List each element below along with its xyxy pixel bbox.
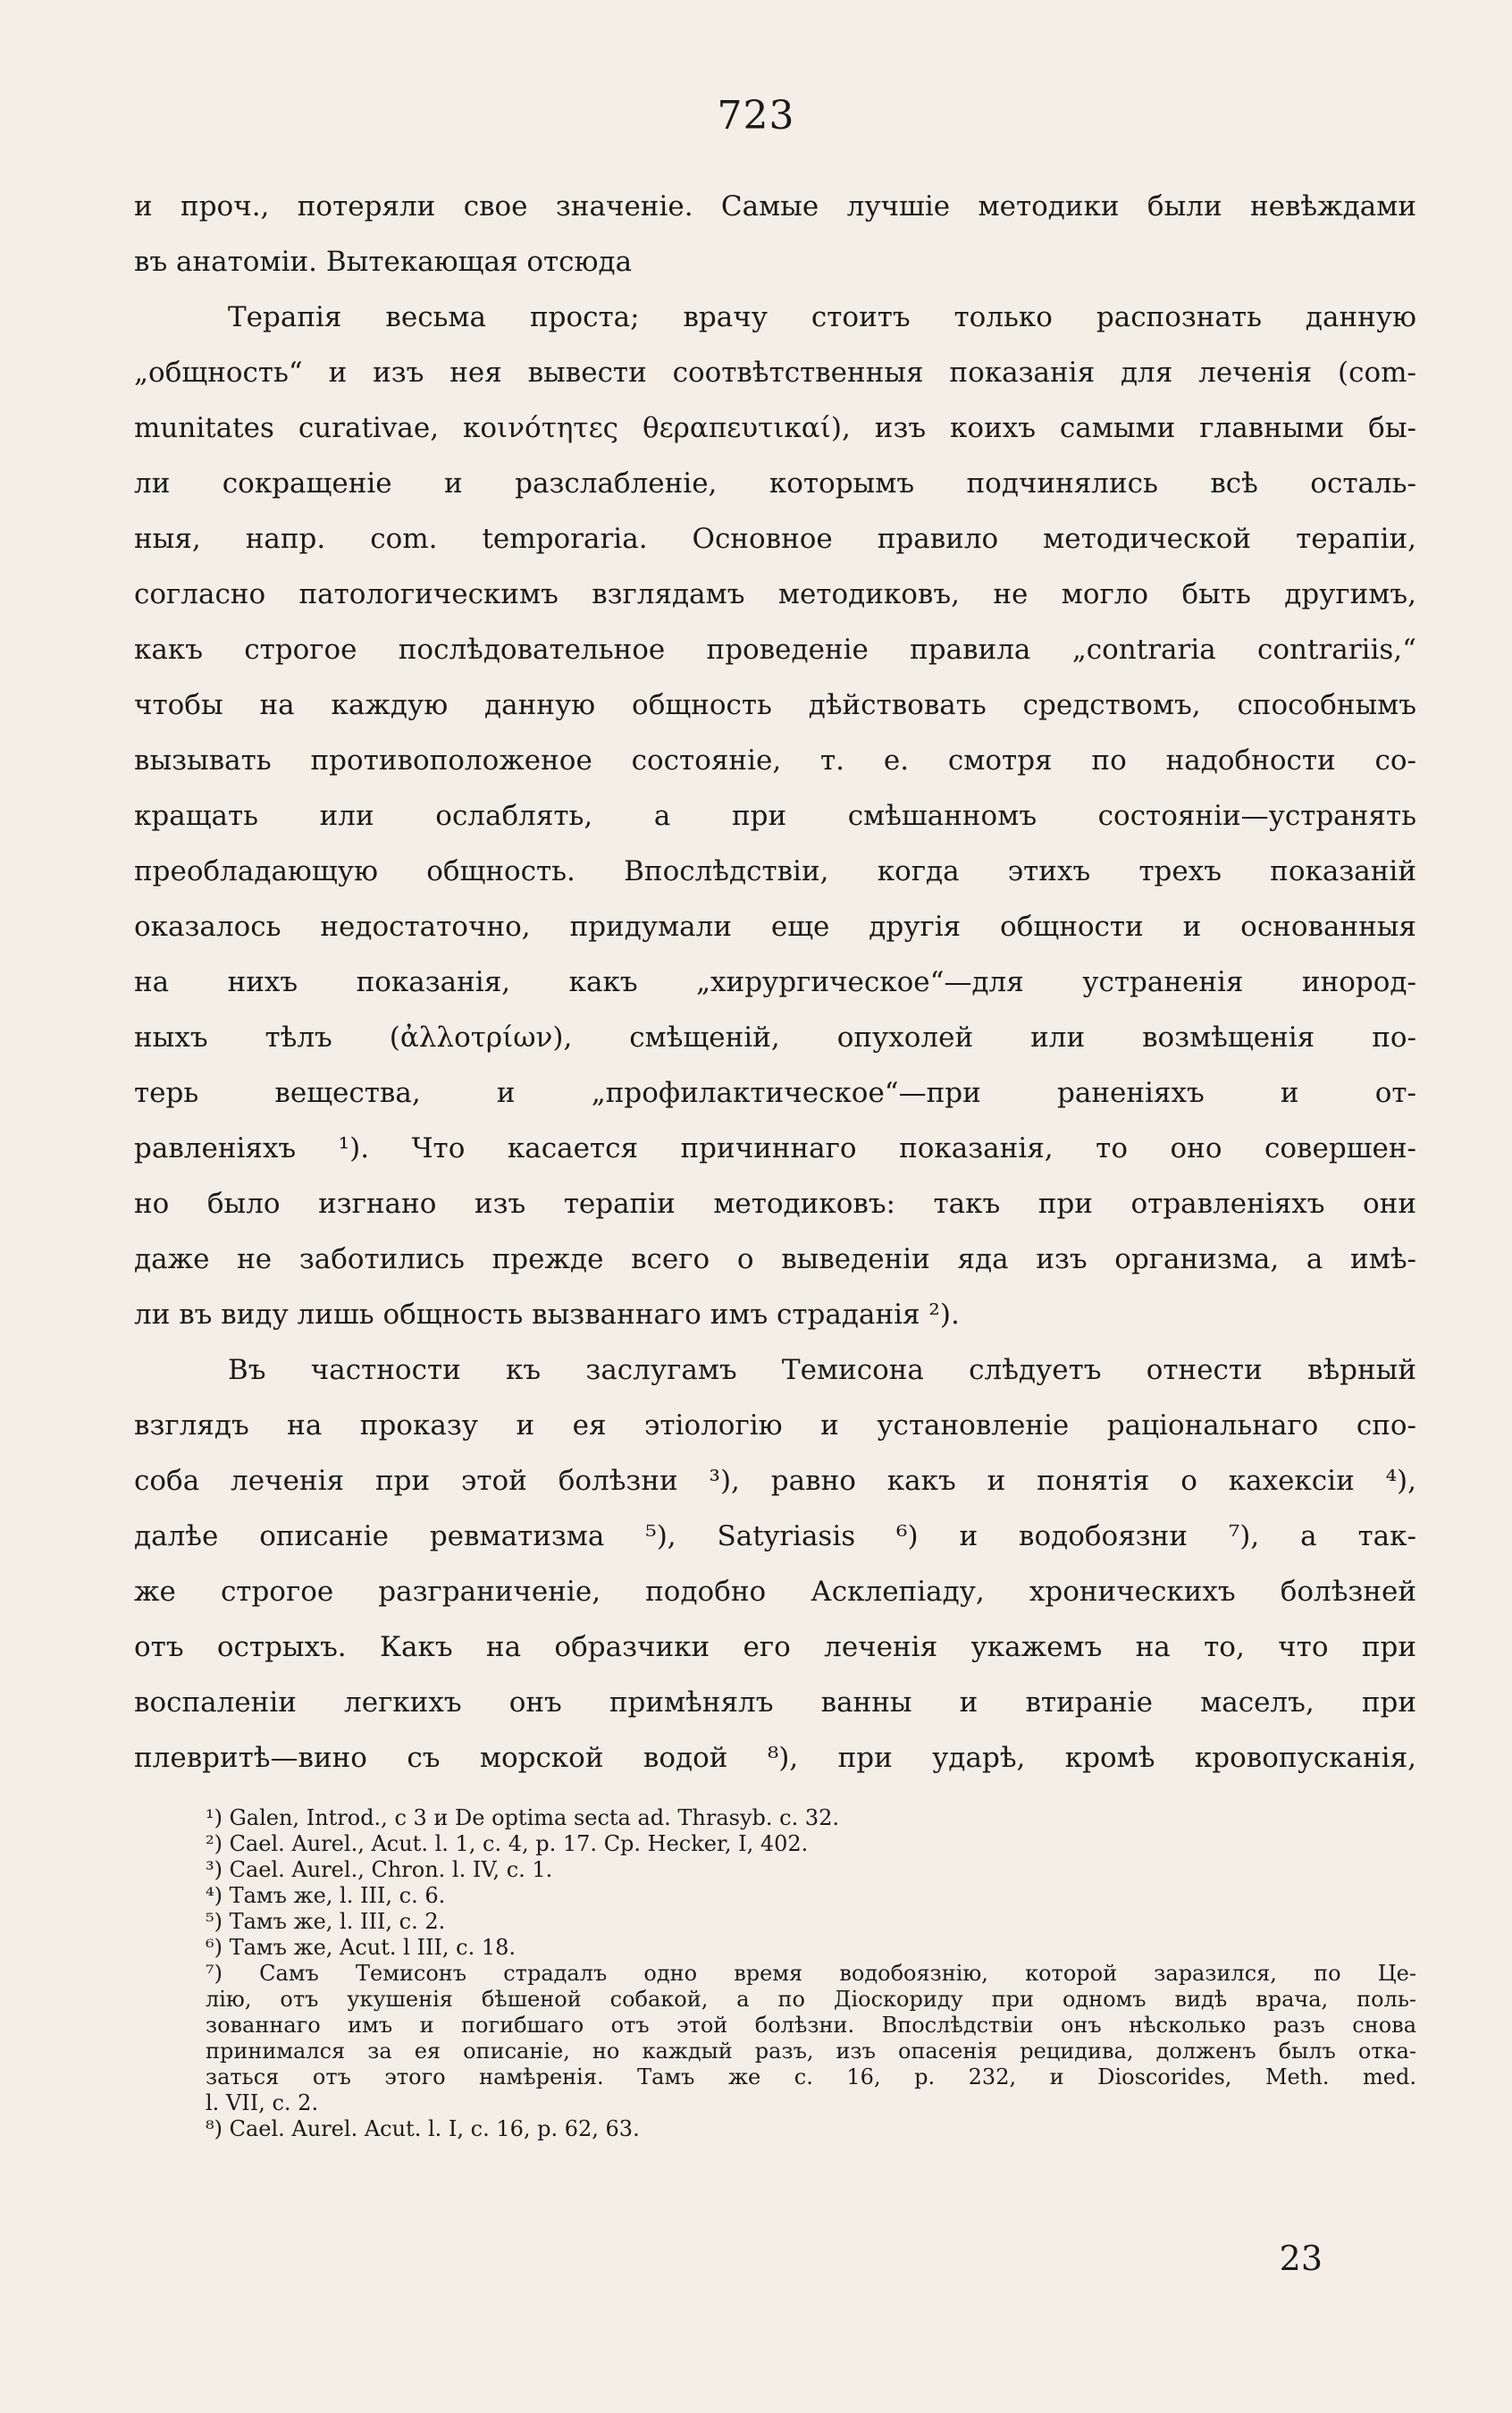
text-line: взглядъ на проказу и ея этіологію и установленіе раціональнаго спо- bbox=[134, 1409, 1416, 1442]
text-line: вызывать противоположеное состояніе, т. е. смотря по надобности со- bbox=[134, 744, 1416, 777]
footnote: ⁸) Cael. Aurel. Acut. l. I, c. 16, p. 62, 63. bbox=[206, 2116, 640, 2141]
footnote-continuation: заться отъ этого намѣренія. Тамъ же c. 16, p. 232, и Dioscorides, Meth. med. bbox=[206, 2064, 1416, 2089]
signature-mark: 23 bbox=[1279, 2239, 1323, 2278]
text-line: даже не заботились прежде всего о выведеніи яда изъ организма, а имѣ- bbox=[134, 1243, 1416, 1275]
footnote: ⁴) Тамъ же, l. III, c. 6. bbox=[206, 1883, 446, 1908]
text-line: соба леченія при этой болѣзни ³), равно какъ и понятія о кахексіи ⁴), bbox=[134, 1465, 1416, 1497]
footnote: ¹) Galen, Introd., c 3 и De optima secta ad. Thrasyb. c. 32. bbox=[206, 1805, 840, 1830]
text-line: оказалось недостаточно, придумали еще другія общности и основанныя bbox=[134, 911, 1416, 943]
text-line: и проч., потеряли свое значеніе. Самые лучшіе методики были невѣждами bbox=[134, 190, 1416, 223]
text-line: „общность“ и изъ нея вывести соотвѣтственныя показанія для леченія (com- bbox=[134, 357, 1416, 389]
text-line: равленіяхъ ¹). Что касается причиннаго показанія, то оно совершен- bbox=[134, 1132, 1416, 1164]
footnote: ⁶) Тамъ же, Acut. l III, c. 18. bbox=[206, 1935, 517, 1960]
footnote: ³) Cael. Aurel., Chron. l. IV, c. 1. bbox=[206, 1857, 553, 1882]
text-line: Въ частности къ заслугамъ Темисона слѣдуетъ отнести вѣрный bbox=[228, 1354, 1416, 1386]
text-line: же строгое разграниченіе, подобно Асклепіаду, хроническихъ болѣзней bbox=[134, 1576, 1416, 1608]
text-line: воспаленіи легкихъ онъ примѣнялъ ванны и втираніе маселъ, при bbox=[134, 1686, 1416, 1719]
text-line: въ анатоміи. Вытекающая отсюда bbox=[134, 246, 633, 278]
text-line: ли сокращеніе и разслабленіе, которымъ подчинялись всѣ осталь- bbox=[134, 467, 1416, 500]
footnotes bbox=[206, 1805, 1416, 2142]
text-line: терь вещества, и „профилактическое“—при раненіяхъ и от- bbox=[134, 1077, 1416, 1109]
text-line: какъ строгое послѣдовательное проведеніе правила „contraria contrariis,“ bbox=[134, 634, 1416, 666]
text-line: ныя, напр. com. temporaria. Основное правило методической терапіи, bbox=[134, 523, 1416, 555]
footnote: ²) Cael. Aurel., Acut. l. 1, c. 4, p. 17. Cp. Hecker, I, 402. bbox=[206, 1831, 809, 1856]
text-line: ныхъ тѣлъ (ἀλλοτρίων), смѣщеній, опухолей или возмѣщенія по- bbox=[134, 1022, 1416, 1054]
footnote: ⁵) Тамъ же, l. III, c. 2. bbox=[206, 1909, 446, 1934]
text-line: далѣе описаніе ревматизма ⁵), Satyriasis ⁶) и водобоязни ⁷), а так- bbox=[134, 1520, 1416, 1552]
text-line: на нихъ показанія, какъ „хирургическое“—для устраненія инород- bbox=[134, 966, 1416, 998]
text-line: ли въ виду лишь общность вызваннаго имъ страданія ²). bbox=[134, 1299, 960, 1331]
text-line: плевритѣ—вино съ морской водой ⁸), при ударѣ, кромѣ кровопусканія, bbox=[134, 1742, 1416, 1774]
footnote-continuation: зованнаго имъ и погибшаго отъ этой болѣзни. Впослѣдствіи онъ нѣсколько разъ снова bbox=[206, 2013, 1416, 2038]
text-line: преобладающую общность. Впослѣдствіи, когда этихъ трехъ показаній bbox=[134, 855, 1416, 887]
text-line: munitates curativae, κοινότητες θεραπευτικαί), изъ коихъ самыми главными бы- bbox=[134, 412, 1416, 444]
text-line: но было изгнано изъ терапіи методиковъ: такъ при отравленіяхъ они bbox=[134, 1188, 1416, 1220]
footnote-continuation: принимался за ея описаніе, но каждый разъ, изъ опасенія рецидива, долженъ былъ отка- bbox=[206, 2039, 1416, 2064]
footnote: ⁷) Самъ Темисонъ страдалъ одно время водобоязнію, которой заразился, по Це- bbox=[206, 1961, 1416, 1986]
page-number: 723 bbox=[717, 93, 795, 139]
text-line: отъ острыхъ. Какъ на образчики его леченія укажемъ на то, что при bbox=[134, 1631, 1416, 1663]
text-line: Терапія весьма проста; врачу стоитъ только распознать данную bbox=[228, 301, 1416, 333]
text-line: чтобы на каждую данную общность дѣйствовать средствомъ, способнымъ bbox=[134, 689, 1416, 721]
main-text bbox=[134, 179, 1416, 1786]
footnote-continuation: l. VII, c. 2. bbox=[206, 2090, 319, 2115]
text-line: согласно патологическимъ взглядамъ методиковъ, не могло быть другимъ, bbox=[134, 578, 1416, 610]
footnote-continuation: лію, отъ укушенія бѣшеной собакой, а по Діоскориду при одномъ видѣ врача, поль- bbox=[206, 1987, 1416, 2012]
text-line: кращать или ослаблять, а при смѣшанномъ состояніи—устранять bbox=[134, 800, 1416, 832]
